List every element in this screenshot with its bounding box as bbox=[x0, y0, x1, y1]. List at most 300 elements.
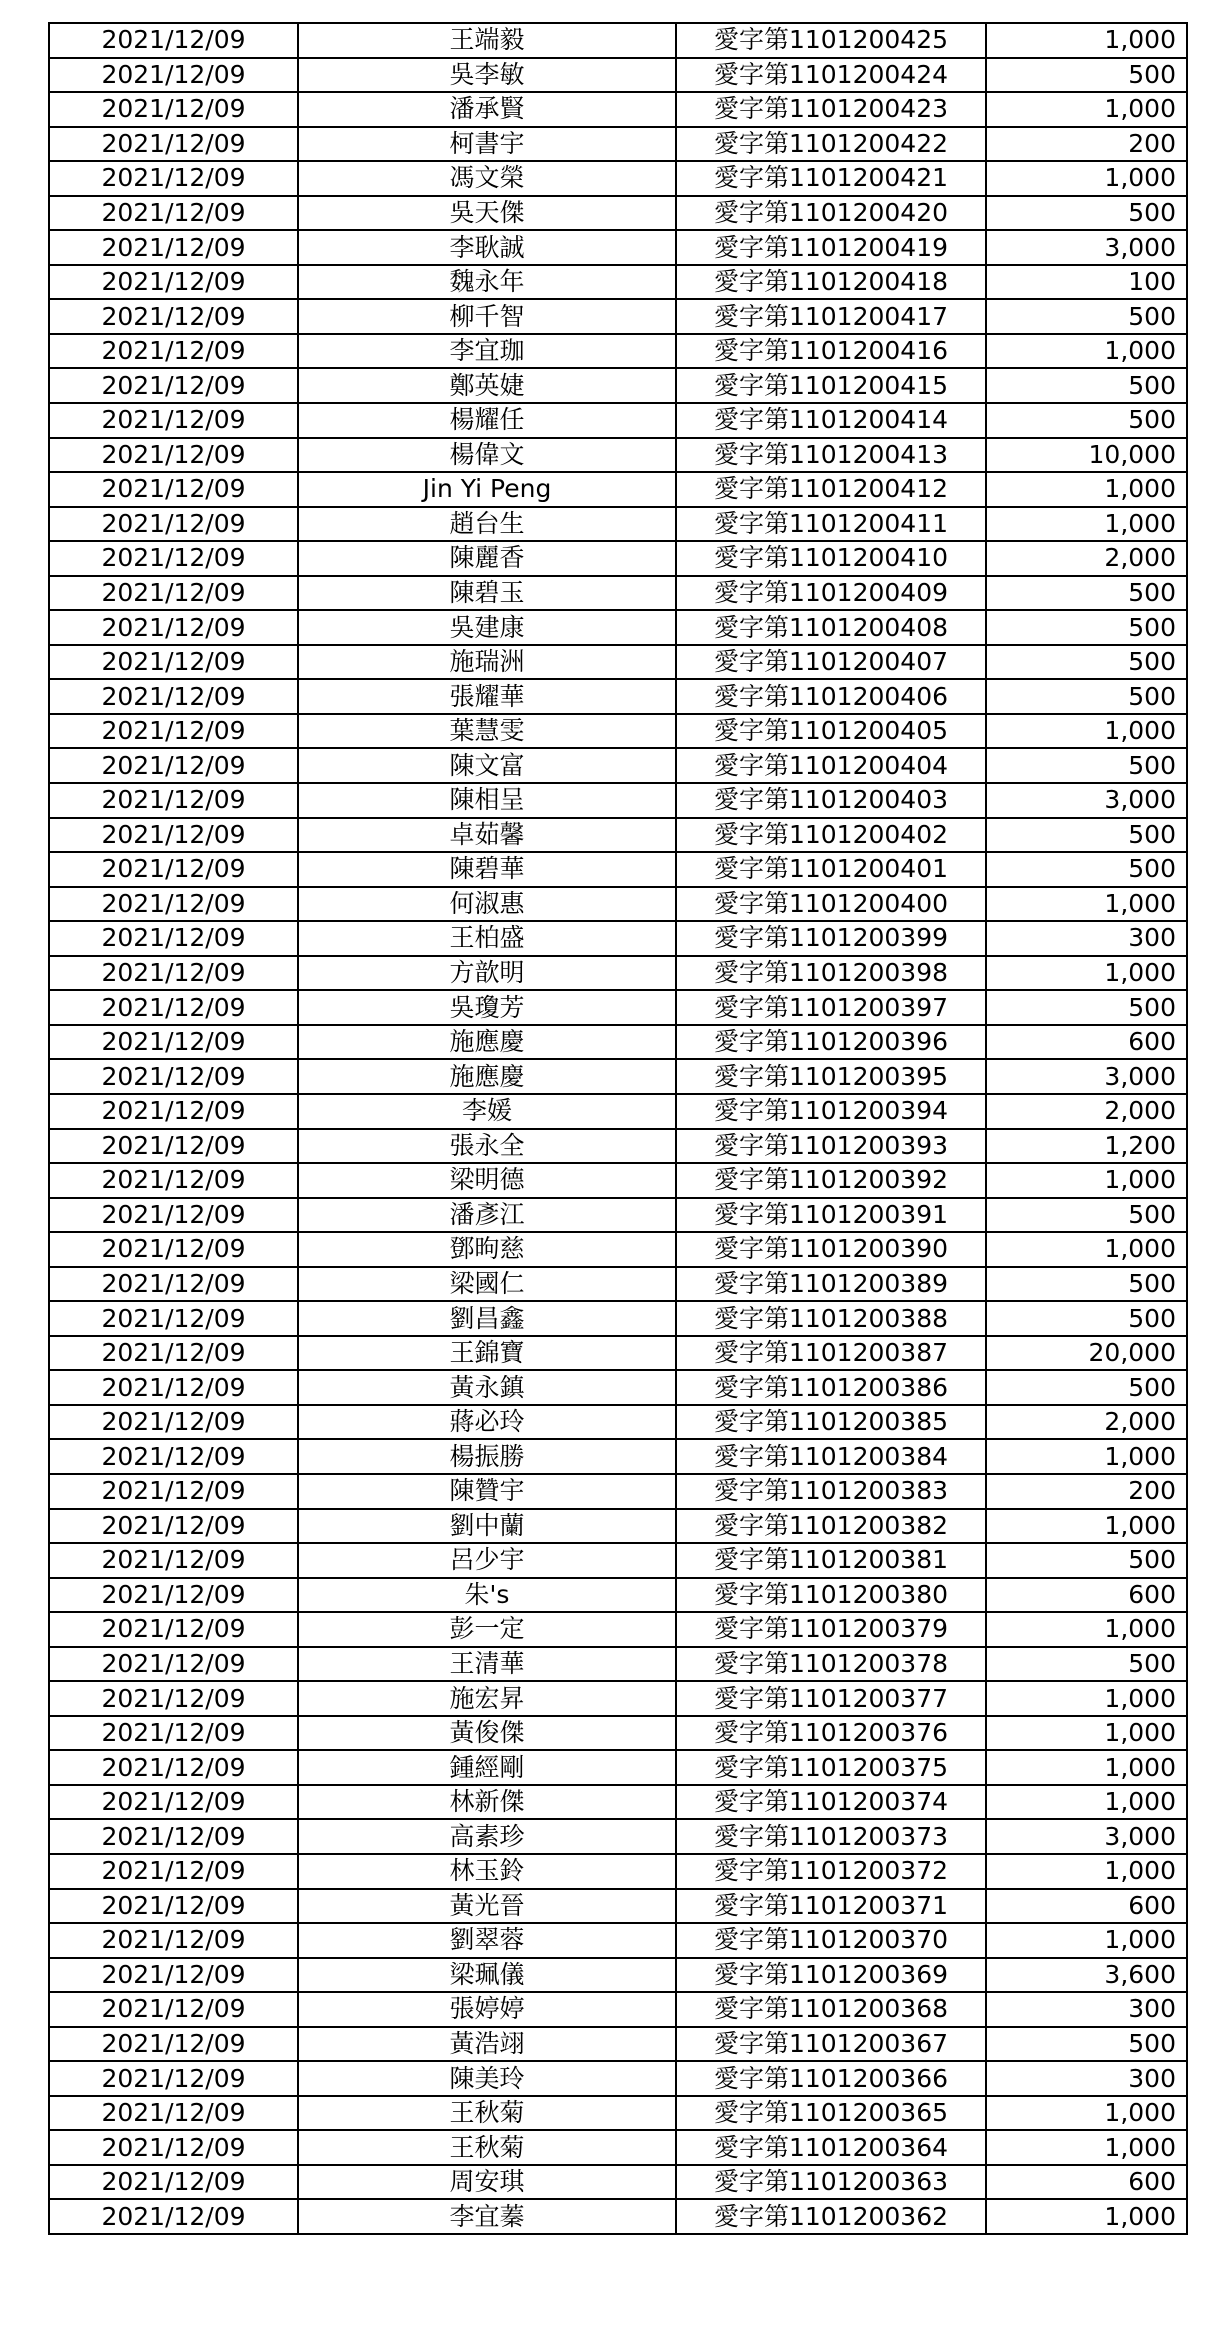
table-row bbox=[49, 1267, 1187, 1302]
table-row bbox=[49, 2165, 1187, 2200]
donor-name-cell: 梁珮儀 bbox=[298, 1958, 676, 1993]
amount-cell: 1,000 bbox=[986, 1785, 1187, 1820]
amount-cell: 500 bbox=[986, 1267, 1187, 1302]
amount-cell: 1,000 bbox=[986, 2199, 1187, 2234]
donor-name-cell: 柳千智 bbox=[298, 299, 676, 334]
table-row bbox=[49, 679, 1187, 714]
table-row bbox=[49, 1923, 1187, 1958]
donor-name-cell: 劉翠蓉 bbox=[298, 1923, 676, 1958]
date-cell: 2021/12/09 bbox=[49, 1647, 298, 1682]
table-row bbox=[49, 1509, 1187, 1544]
amount-cell: 3,600 bbox=[986, 1958, 1187, 1993]
receipt-number-cell: 愛字第1101200376 bbox=[676, 1716, 986, 1751]
donor-name-cell: 蔣必玲 bbox=[298, 1405, 676, 1440]
receipt-number-cell: 愛字第1101200411 bbox=[676, 507, 986, 542]
receipt-number-cell: 愛字第1101200401 bbox=[676, 852, 986, 887]
donor-name-cell: 吳天傑 bbox=[298, 196, 676, 231]
table-row bbox=[49, 230, 1187, 265]
receipt-number-cell: 愛字第1101200385 bbox=[676, 1405, 986, 1440]
table-row bbox=[49, 1958, 1187, 1993]
date-cell: 2021/12/09 bbox=[49, 1578, 298, 1613]
table-row bbox=[49, 610, 1187, 645]
table-row bbox=[49, 541, 1187, 576]
date-cell: 2021/12/09 bbox=[49, 714, 298, 749]
receipt-number-cell: 愛字第1101200389 bbox=[676, 1267, 986, 1302]
receipt-number-cell: 愛字第1101200414 bbox=[676, 403, 986, 438]
receipt-number-cell: 愛字第1101200398 bbox=[676, 956, 986, 991]
receipt-number-cell: 愛字第1101200370 bbox=[676, 1923, 986, 1958]
date-cell: 2021/12/09 bbox=[49, 127, 298, 162]
amount-cell: 1,000 bbox=[986, 1716, 1187, 1751]
donor-name-cell: 朱's bbox=[298, 1578, 676, 1613]
receipt-number-cell: 愛字第1101200378 bbox=[676, 1647, 986, 1682]
amount-cell: 500 bbox=[986, 1370, 1187, 1405]
receipt-number-cell: 愛字第1101200395 bbox=[676, 1059, 986, 1094]
table-row bbox=[49, 887, 1187, 922]
donor-name-cell: 柯書宇 bbox=[298, 127, 676, 162]
table-row bbox=[49, 1543, 1187, 1578]
table-row bbox=[49, 2027, 1187, 2062]
donor-name-cell: 趙台生 bbox=[298, 507, 676, 542]
donor-name-cell: 呂少宇 bbox=[298, 1543, 676, 1578]
table-row bbox=[49, 1059, 1187, 1094]
date-cell: 2021/12/09 bbox=[49, 921, 298, 956]
amount-cell: 300 bbox=[986, 2061, 1187, 2096]
amount-cell: 500 bbox=[986, 679, 1187, 714]
date-cell: 2021/12/09 bbox=[49, 299, 298, 334]
receipt-number-cell: 愛字第1101200425 bbox=[676, 23, 986, 58]
table-row bbox=[49, 1716, 1187, 1751]
donor-name-cell: 陳麗香 bbox=[298, 541, 676, 576]
amount-cell: 600 bbox=[986, 1025, 1187, 1060]
amount-cell: 500 bbox=[986, 299, 1187, 334]
date-cell: 2021/12/09 bbox=[49, 265, 298, 300]
receipt-number-cell: 愛字第1101200375 bbox=[676, 1750, 986, 1785]
date-cell: 2021/12/09 bbox=[49, 230, 298, 265]
receipt-number-cell: 愛字第1101200418 bbox=[676, 265, 986, 300]
receipt-number-cell: 愛字第1101200422 bbox=[676, 127, 986, 162]
receipt-number-cell: 愛字第1101200374 bbox=[676, 1785, 986, 1820]
receipt-number-cell: 愛字第1101200380 bbox=[676, 1578, 986, 1613]
receipt-number-cell: 愛字第1101200419 bbox=[676, 230, 986, 265]
table-row bbox=[49, 1370, 1187, 1405]
receipt-number-cell: 愛字第1101200373 bbox=[676, 1819, 986, 1854]
amount-cell: 500 bbox=[986, 610, 1187, 645]
receipt-number-cell: 愛字第1101200382 bbox=[676, 1509, 986, 1544]
donor-name-cell: 黃浩翊 bbox=[298, 2027, 676, 2062]
date-cell: 2021/12/09 bbox=[49, 2130, 298, 2165]
date-cell: 2021/12/09 bbox=[49, 1509, 298, 1544]
date-cell: 2021/12/09 bbox=[49, 576, 298, 611]
amount-cell: 500 bbox=[986, 852, 1187, 887]
table-row bbox=[49, 507, 1187, 542]
donor-name-cell: 楊偉文 bbox=[298, 438, 676, 473]
amount-cell: 500 bbox=[986, 1301, 1187, 1336]
amount-cell: 1,000 bbox=[986, 1681, 1187, 1716]
amount-cell: 1,000 bbox=[986, 714, 1187, 749]
donor-name-cell: 陳美玲 bbox=[298, 2061, 676, 2096]
donor-name-cell: 黃俊傑 bbox=[298, 1716, 676, 1751]
receipt-number-cell: 愛字第1101200407 bbox=[676, 645, 986, 680]
table-row bbox=[49, 921, 1187, 956]
date-cell: 2021/12/09 bbox=[49, 92, 298, 127]
receipt-number-cell: 愛字第1101200424 bbox=[676, 58, 986, 93]
table-row bbox=[49, 2096, 1187, 2131]
amount-cell: 500 bbox=[986, 990, 1187, 1025]
table-row bbox=[49, 1439, 1187, 1474]
donor-name-cell: 何淑惠 bbox=[298, 887, 676, 922]
amount-cell: 1,000 bbox=[986, 1750, 1187, 1785]
table-row bbox=[49, 2130, 1187, 2165]
amount-cell: 1,000 bbox=[986, 1439, 1187, 1474]
table-row bbox=[49, 92, 1187, 127]
date-cell: 2021/12/09 bbox=[49, 1198, 298, 1233]
donor-name-cell: 施瑞洲 bbox=[298, 645, 676, 680]
amount-cell: 300 bbox=[986, 921, 1187, 956]
amount-cell: 2,000 bbox=[986, 541, 1187, 576]
date-cell: 2021/12/09 bbox=[49, 2027, 298, 2062]
donor-name-cell: 王柏盛 bbox=[298, 921, 676, 956]
amount-cell: 500 bbox=[986, 403, 1187, 438]
donor-name-cell: 魏永年 bbox=[298, 265, 676, 300]
date-cell: 2021/12/09 bbox=[49, 1025, 298, 1060]
donor-name-cell: Jin Yi Peng bbox=[298, 472, 676, 507]
donor-name-cell: 張永全 bbox=[298, 1129, 676, 1164]
receipt-number-cell: 愛字第1101200387 bbox=[676, 1336, 986, 1371]
receipt-number-cell: 愛字第1101200365 bbox=[676, 2096, 986, 2131]
table-row bbox=[49, 1992, 1187, 2027]
amount-cell: 1,000 bbox=[986, 2130, 1187, 2165]
donor-name-cell: 周安琪 bbox=[298, 2165, 676, 2200]
receipt-number-cell: 愛字第1101200393 bbox=[676, 1129, 986, 1164]
donor-name-cell: 吳建康 bbox=[298, 610, 676, 645]
receipt-number-cell: 愛字第1101200381 bbox=[676, 1543, 986, 1578]
donor-name-cell: 楊耀任 bbox=[298, 403, 676, 438]
receipt-number-cell: 愛字第1101200413 bbox=[676, 438, 986, 473]
table-row bbox=[49, 1889, 1187, 1924]
table-row bbox=[49, 2199, 1187, 2234]
date-cell: 2021/12/09 bbox=[49, 58, 298, 93]
receipt-number-cell: 愛字第1101200386 bbox=[676, 1370, 986, 1405]
amount-cell: 3,000 bbox=[986, 783, 1187, 818]
amount-cell: 500 bbox=[986, 818, 1187, 853]
date-cell: 2021/12/09 bbox=[49, 1819, 298, 1854]
table-row bbox=[49, 852, 1187, 887]
receipt-number-cell: 愛字第1101200379 bbox=[676, 1612, 986, 1647]
table-row bbox=[49, 748, 1187, 783]
date-cell: 2021/12/09 bbox=[49, 334, 298, 369]
date-cell: 2021/12/09 bbox=[49, 403, 298, 438]
donor-name-cell: 李耿誠 bbox=[298, 230, 676, 265]
donor-name-cell: 馮文榮 bbox=[298, 161, 676, 196]
donor-name-cell: 高素珍 bbox=[298, 1819, 676, 1854]
donor-name-cell: 鍾經剛 bbox=[298, 1750, 676, 1785]
amount-cell: 1,000 bbox=[986, 23, 1187, 58]
receipt-number-cell: 愛字第1101200412 bbox=[676, 472, 986, 507]
receipt-number-cell: 愛字第1101200400 bbox=[676, 887, 986, 922]
date-cell: 2021/12/09 bbox=[49, 1543, 298, 1578]
table-row bbox=[49, 1025, 1187, 1060]
date-cell: 2021/12/09 bbox=[49, 2199, 298, 2234]
table-row bbox=[49, 299, 1187, 334]
donor-name-cell: 楊振勝 bbox=[298, 1439, 676, 1474]
amount-cell: 1,000 bbox=[986, 1854, 1187, 1889]
date-cell: 2021/12/09 bbox=[49, 1785, 298, 1820]
receipt-number-cell: 愛字第1101200362 bbox=[676, 2199, 986, 2234]
table-row bbox=[49, 23, 1187, 58]
date-cell: 2021/12/09 bbox=[49, 23, 298, 58]
amount-cell: 2,000 bbox=[986, 1405, 1187, 1440]
table-row bbox=[49, 334, 1187, 369]
date-cell: 2021/12/09 bbox=[49, 783, 298, 818]
table-row bbox=[49, 818, 1187, 853]
amount-cell: 500 bbox=[986, 645, 1187, 680]
amount-cell: 1,000 bbox=[986, 1163, 1187, 1198]
date-cell: 2021/12/09 bbox=[49, 1958, 298, 1993]
receipt-number-cell: 愛字第1101200366 bbox=[676, 2061, 986, 2096]
table-row bbox=[49, 645, 1187, 680]
amount-cell: 500 bbox=[986, 58, 1187, 93]
amount-cell: 1,000 bbox=[986, 887, 1187, 922]
date-cell: 2021/12/09 bbox=[49, 2061, 298, 2096]
amount-cell: 500 bbox=[986, 2027, 1187, 2062]
donor-name-cell: 吳瓊芳 bbox=[298, 990, 676, 1025]
table-row bbox=[49, 472, 1187, 507]
receipt-number-cell: 愛字第1101200368 bbox=[676, 1992, 986, 2027]
table-row bbox=[49, 990, 1187, 1025]
table-row bbox=[49, 265, 1187, 300]
donor-name-cell: 潘承賢 bbox=[298, 92, 676, 127]
amount-cell: 10,000 bbox=[986, 438, 1187, 473]
amount-cell: 1,000 bbox=[986, 1232, 1187, 1267]
table-row bbox=[49, 1681, 1187, 1716]
table-row bbox=[49, 1854, 1187, 1889]
donor-name-cell: 葉慧雯 bbox=[298, 714, 676, 749]
donor-name-cell: 李媛 bbox=[298, 1094, 676, 1129]
receipt-number-cell: 愛字第1101200410 bbox=[676, 541, 986, 576]
table-row bbox=[49, 2061, 1187, 2096]
date-cell: 2021/12/09 bbox=[49, 1992, 298, 2027]
date-cell: 2021/12/09 bbox=[49, 1439, 298, 1474]
table-row bbox=[49, 576, 1187, 611]
date-cell: 2021/12/09 bbox=[49, 818, 298, 853]
table-row bbox=[49, 1405, 1187, 1440]
date-cell: 2021/12/09 bbox=[49, 1889, 298, 1924]
date-cell: 2021/12/09 bbox=[49, 1854, 298, 1889]
date-cell: 2021/12/09 bbox=[49, 1923, 298, 1958]
donor-name-cell: 李宜珈 bbox=[298, 334, 676, 369]
donor-name-cell: 施應慶 bbox=[298, 1025, 676, 1060]
date-cell: 2021/12/09 bbox=[49, 1681, 298, 1716]
receipt-number-cell: 愛字第1101200369 bbox=[676, 1958, 986, 1993]
donor-name-cell: 王秋菊 bbox=[298, 2130, 676, 2165]
date-cell: 2021/12/09 bbox=[49, 1267, 298, 1302]
receipt-number-cell: 愛字第1101200409 bbox=[676, 576, 986, 611]
donor-name-cell: 黃光晉 bbox=[298, 1889, 676, 1924]
date-cell: 2021/12/09 bbox=[49, 1232, 298, 1267]
receipt-number-cell: 愛字第1101200383 bbox=[676, 1474, 986, 1509]
donor-name-cell: 王秋菊 bbox=[298, 2096, 676, 2131]
table-row bbox=[49, 1129, 1187, 1164]
date-cell: 2021/12/09 bbox=[49, 1750, 298, 1785]
receipt-number-cell: 愛字第1101200397 bbox=[676, 990, 986, 1025]
donor-name-cell: 王端毅 bbox=[298, 23, 676, 58]
receipt-number-cell: 愛字第1101200416 bbox=[676, 334, 986, 369]
donor-name-cell: 王清華 bbox=[298, 1647, 676, 1682]
table-row bbox=[49, 714, 1187, 749]
date-cell: 2021/12/09 bbox=[49, 2096, 298, 2131]
table-row bbox=[49, 1750, 1187, 1785]
table-row bbox=[49, 1198, 1187, 1233]
donor-name-cell: 陳相呈 bbox=[298, 783, 676, 818]
table-row bbox=[49, 1819, 1187, 1854]
date-cell: 2021/12/09 bbox=[49, 748, 298, 783]
amount-cell: 500 bbox=[986, 576, 1187, 611]
amount-cell: 2,000 bbox=[986, 1094, 1187, 1129]
amount-cell: 3,000 bbox=[986, 1819, 1187, 1854]
amount-cell: 3,000 bbox=[986, 1059, 1187, 1094]
date-cell: 2021/12/09 bbox=[49, 2165, 298, 2200]
amount-cell: 1,000 bbox=[986, 956, 1187, 991]
amount-cell: 300 bbox=[986, 1992, 1187, 2027]
table-row bbox=[49, 1094, 1187, 1129]
receipt-number-cell: 愛字第1101200403 bbox=[676, 783, 986, 818]
table-row bbox=[49, 1474, 1187, 1509]
amount-cell: 1,200 bbox=[986, 1129, 1187, 1164]
amount-cell: 1,000 bbox=[986, 507, 1187, 542]
date-cell: 2021/12/09 bbox=[49, 368, 298, 403]
table-row bbox=[49, 1785, 1187, 1820]
date-cell: 2021/12/09 bbox=[49, 852, 298, 887]
date-cell: 2021/12/09 bbox=[49, 472, 298, 507]
date-cell: 2021/12/09 bbox=[49, 610, 298, 645]
donor-name-cell: 吳李敏 bbox=[298, 58, 676, 93]
date-cell: 2021/12/09 bbox=[49, 1301, 298, 1336]
donor-name-cell: 潘彥江 bbox=[298, 1198, 676, 1233]
donor-name-cell: 鄧昫慈 bbox=[298, 1232, 676, 1267]
donor-name-cell: 梁國仁 bbox=[298, 1267, 676, 1302]
donor-name-cell: 張婷婷 bbox=[298, 1992, 676, 2027]
table-row bbox=[49, 1336, 1187, 1371]
amount-cell: 500 bbox=[986, 1543, 1187, 1578]
receipt-number-cell: 愛字第1101200406 bbox=[676, 679, 986, 714]
amount-cell: 1,000 bbox=[986, 161, 1187, 196]
amount-cell: 200 bbox=[986, 1474, 1187, 1509]
donor-name-cell: 卓茹馨 bbox=[298, 818, 676, 853]
date-cell: 2021/12/09 bbox=[49, 438, 298, 473]
amount-cell: 1,000 bbox=[986, 334, 1187, 369]
receipt-number-cell: 愛字第1101200396 bbox=[676, 1025, 986, 1060]
table-row bbox=[49, 403, 1187, 438]
date-cell: 2021/12/09 bbox=[49, 541, 298, 576]
amount-cell: 500 bbox=[986, 748, 1187, 783]
table-row bbox=[49, 368, 1187, 403]
receipt-number-cell: 愛字第1101200364 bbox=[676, 2130, 986, 2165]
donor-name-cell: 陳碧玉 bbox=[298, 576, 676, 611]
amount-cell: 500 bbox=[986, 1198, 1187, 1233]
date-cell: 2021/12/09 bbox=[49, 1059, 298, 1094]
donor-name-cell: 方歆明 bbox=[298, 956, 676, 991]
receipt-number-cell: 愛字第1101200384 bbox=[676, 1439, 986, 1474]
receipt-number-cell: 愛字第1101200372 bbox=[676, 1854, 986, 1889]
receipt-number-cell: 愛字第1101200388 bbox=[676, 1301, 986, 1336]
amount-cell: 1,000 bbox=[986, 472, 1187, 507]
donor-name-cell: 黃永鎮 bbox=[298, 1370, 676, 1405]
amount-cell: 500 bbox=[986, 196, 1187, 231]
donor-name-cell: 梁明德 bbox=[298, 1163, 676, 1198]
amount-cell: 3,000 bbox=[986, 230, 1187, 265]
amount-cell: 500 bbox=[986, 1647, 1187, 1682]
amount-cell: 600 bbox=[986, 1578, 1187, 1613]
receipt-number-cell: 愛字第1101200392 bbox=[676, 1163, 986, 1198]
date-cell: 2021/12/09 bbox=[49, 1094, 298, 1129]
amount-cell: 200 bbox=[986, 127, 1187, 162]
receipt-number-cell: 愛字第1101200404 bbox=[676, 748, 986, 783]
donor-name-cell: 張耀華 bbox=[298, 679, 676, 714]
amount-cell: 20,000 bbox=[986, 1336, 1187, 1371]
donor-name-cell: 施宏昇 bbox=[298, 1681, 676, 1716]
table-row bbox=[49, 1647, 1187, 1682]
table-row bbox=[49, 1301, 1187, 1336]
receipt-number-cell: 愛字第1101200402 bbox=[676, 818, 986, 853]
receipt-number-cell: 愛字第1101200367 bbox=[676, 2027, 986, 2062]
receipt-number-cell: 愛字第1101200394 bbox=[676, 1094, 986, 1129]
receipt-number-cell: 愛字第1101200377 bbox=[676, 1681, 986, 1716]
amount-cell: 600 bbox=[986, 2165, 1187, 2200]
donor-name-cell: 陳文富 bbox=[298, 748, 676, 783]
amount-cell: 500 bbox=[986, 368, 1187, 403]
receipt-number-cell: 愛字第1101200399 bbox=[676, 921, 986, 956]
amount-cell: 1,000 bbox=[986, 1612, 1187, 1647]
table-row bbox=[49, 438, 1187, 473]
date-cell: 2021/12/09 bbox=[49, 887, 298, 922]
table-row bbox=[49, 1232, 1187, 1267]
date-cell: 2021/12/09 bbox=[49, 990, 298, 1025]
donor-name-cell: 陳贊宇 bbox=[298, 1474, 676, 1509]
table-row bbox=[49, 956, 1187, 991]
donor-name-cell: 施應慶 bbox=[298, 1059, 676, 1094]
receipt-number-cell: 愛字第1101200363 bbox=[676, 2165, 986, 2200]
date-cell: 2021/12/09 bbox=[49, 1370, 298, 1405]
donor-name-cell: 鄭英婕 bbox=[298, 368, 676, 403]
receipt-number-cell: 愛字第1101200417 bbox=[676, 299, 986, 334]
amount-cell: 600 bbox=[986, 1889, 1187, 1924]
receipt-number-cell: 愛字第1101200421 bbox=[676, 161, 986, 196]
date-cell: 2021/12/09 bbox=[49, 1612, 298, 1647]
table-row bbox=[49, 1163, 1187, 1198]
table-row bbox=[49, 58, 1187, 93]
date-cell: 2021/12/09 bbox=[49, 507, 298, 542]
table-row bbox=[49, 127, 1187, 162]
donor-name-cell: 彭一定 bbox=[298, 1612, 676, 1647]
table-row bbox=[49, 196, 1187, 231]
date-cell: 2021/12/09 bbox=[49, 1405, 298, 1440]
receipt-number-cell: 愛字第1101200390 bbox=[676, 1232, 986, 1267]
date-cell: 2021/12/09 bbox=[49, 1336, 298, 1371]
amount-cell: 1,000 bbox=[986, 92, 1187, 127]
date-cell: 2021/12/09 bbox=[49, 1163, 298, 1198]
date-cell: 2021/12/09 bbox=[49, 196, 298, 231]
donor-name-cell: 劉中蘭 bbox=[298, 1509, 676, 1544]
receipt-number-cell: 愛字第1101200405 bbox=[676, 714, 986, 749]
date-cell: 2021/12/09 bbox=[49, 645, 298, 680]
amount-cell: 1,000 bbox=[986, 1509, 1187, 1544]
receipt-number-cell: 愛字第1101200415 bbox=[676, 368, 986, 403]
table-row bbox=[49, 161, 1187, 196]
donor-name-cell: 林玉鈴 bbox=[298, 1854, 676, 1889]
donation-table bbox=[48, 22, 1188, 2235]
table-row bbox=[49, 783, 1187, 818]
